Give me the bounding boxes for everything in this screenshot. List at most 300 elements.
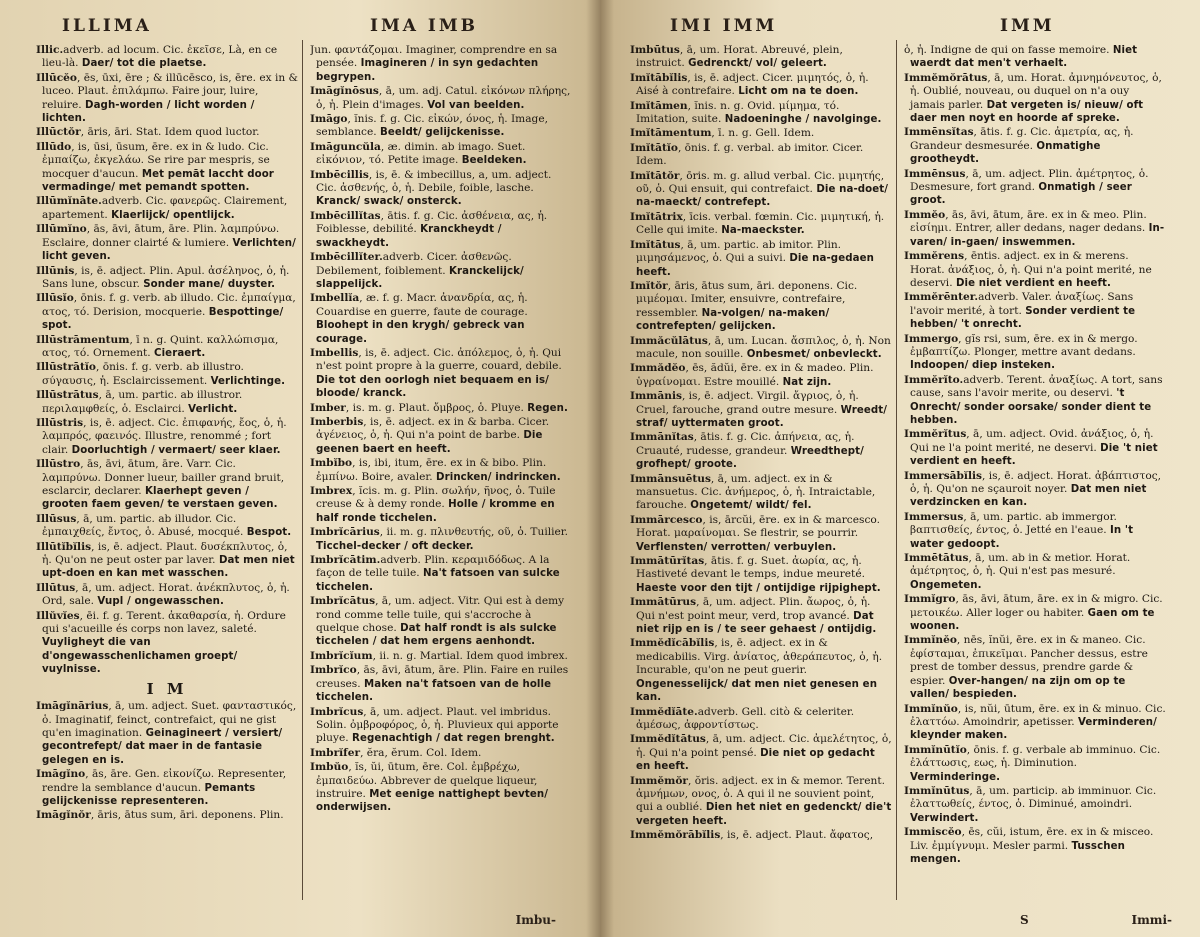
column-rule <box>896 40 897 900</box>
entry-dutch-translation: Cieraert. <box>154 347 206 359</box>
dictionary-entry <box>904 428 1166 468</box>
dictionary-entry <box>310 44 572 84</box>
entry-headword: Imāgĭno <box>36 768 86 781</box>
dictionary-entry <box>36 195 298 222</box>
entry-dutch-translation: Vuyligheyt die van d'ongewasschenlichamen groept/ vuylnisse. <box>42 637 238 676</box>
entry-dutch-translation: Geinagineert / versiert/ gecontrefept/ dat maer in de fantasie gelegen en is. <box>42 727 283 766</box>
entry-headword: Immārcesco <box>630 513 703 526</box>
entry-definition: , āris, āri. Stat. Idem quod luctor. <box>80 126 260 139</box>
dictionary-entry <box>630 431 892 471</box>
entry-dutch-translation: Klaerhept geven / grooten faem geven/ te verstaen geven. <box>42 486 278 511</box>
dictionary-entry <box>630 335 892 362</box>
entry-headword: Immēnsĭtas <box>904 126 974 139</box>
dictionary-entry <box>904 291 1166 331</box>
dictionary-entry <box>630 775 892 829</box>
dictionary-entry <box>630 44 892 71</box>
entry-headword: Imbellis <box>310 346 359 359</box>
entry-headword: Immānsuētus <box>630 472 711 485</box>
entry-definition: , is, ē. adject. Plaut. ἄφατος, <box>720 829 874 842</box>
entry-headword: Immĕo <box>904 208 946 221</box>
entry-definition: , ā, um. adject. Plin. ἀμέτρητος, ὁ. Desmesure, fort grand. <box>910 167 1149 194</box>
entry-definition: , ā, um. partic. ab illustror. περιλαμφθείς, ὁ. Esclairci. <box>42 389 243 415</box>
entry-dutch-translation: Verwindert. <box>910 812 979 824</box>
dictionary-entry <box>310 747 572 760</box>
entry-dutch-translation: Vupl / ongewasschen. <box>97 596 224 608</box>
dictionary-entry <box>904 209 1166 249</box>
entry-dutch-translation: In 't water gedoopt. <box>910 525 1134 550</box>
dictionary-entry <box>36 768 298 808</box>
entry-headword: Imberbis <box>310 415 364 428</box>
entry-dutch-translation: Indoopen/ diep insteken. <box>910 360 1056 372</box>
left-page-header-right: IMA IMB <box>370 16 479 36</box>
entry-headword: Imbrĭfer <box>310 746 361 759</box>
right-page <box>600 0 1200 937</box>
entry-headword: Immānĭtas <box>630 431 694 444</box>
entry-headword: Immĕrĭtus <box>904 428 967 441</box>
entry-headword: Imbēcillĭter. <box>310 251 383 264</box>
entry-definition: , ā, um. adject. Plaut. vel imbridus. Solin. ὀμβροφόρος, ὁ, ἡ. Pluvieux qui apporte pluye. <box>316 705 559 745</box>
entry-definition: adverb. Valer. ἀναξίως. Sans l'avoir merité, à tort. <box>910 291 1134 317</box>
entry-dutch-translation: Onbesmet/ onbevleckt. <box>746 348 882 360</box>
dictionary-entry <box>630 170 892 210</box>
entry-headword: Imbrĭcātim. <box>310 554 381 567</box>
entry-definition: , ā, um. adject. Plin. ἄωρος, ὁ, ἡ. Qui n'est point meur, verd, trop avancé. <box>636 596 871 622</box>
dictionary-entry <box>904 374 1166 428</box>
entry-definition: , ātis. f. g. Cic. ἀπήνεια, ας, ἡ. Cruauté, rudesse, grandeur. <box>636 431 855 457</box>
dictionary-entry <box>904 785 1166 825</box>
entry-definition: , ātis. f. g. Cic. ἀμετρία, ας, ἡ. Grandeur desmesurée. <box>910 126 1134 152</box>
dictionary-entry <box>36 809 298 822</box>
entry-headword: Illic. <box>36 44 64 56</box>
entry-dutch-translation: Pemants gelijckenisse representeren. <box>42 782 256 807</box>
entry-definition: , is, ē. adject. Cic. ἐπιφανής, ἔος, ὁ, ἡ. λαμπρός, φαεινός. Illustre, renommé ; fort clair. <box>42 416 287 456</box>
entry-dutch-translation: Drincken/ indrincken. <box>436 471 561 483</box>
entry-dutch-translation: Verminderen/ kleynder maken. <box>910 716 1157 742</box>
entry-dutch-translation: Dagh-worden / licht worden / lichten. <box>42 99 255 125</box>
entry-dutch-translation: Ongetemt/ wildt/ fel. <box>690 500 812 512</box>
dictionary-entry <box>36 610 298 677</box>
dictionary-entry <box>904 250 1166 290</box>
entry-definition: , is, ē. adject. Plin. Apul. ἀσέληνος, ὁ, ἡ. Sans lune, obscur. <box>42 264 290 290</box>
entry-dutch-translation: Die 't niet verdient en heeft. <box>910 442 1158 468</box>
entry-dutch-translation: Wreedthept/ grofhept/ groote. <box>636 445 864 471</box>
entry-definition: , is, ibi, itum, ēre. ex in & bibo. Plin. ἐμπίνω. Boire, avaler. <box>316 457 547 483</box>
entry-headword: Illūsus <box>36 512 77 525</box>
entry-definition: , ā, um. adject. Ovid. ἀνάξιος, ὁ, ἡ. Qui ne l'a point merité, ne deservi. <box>910 428 1154 454</box>
entry-definition: adverb. Cicer. ἀσθενῶς. Debilement, foiblement. <box>316 251 512 277</box>
entry-definition: , ōnis. f. g. verbale ab imminuo. Cic. ἐλάττωσις, εως, ἡ. Diminution. <box>910 743 1161 770</box>
entry-definition: , ii. m. g. πλινθευτής, οῦ, ὁ. Tuilier. <box>379 526 569 539</box>
entry-headword: Immergo <box>904 332 959 345</box>
entry-headword: Immānis <box>630 390 682 403</box>
entry-definition: , is, ārcŭi, ēre. ex in & marcesco. Horat. μαραίνομαι. Se flestrir, se pourrir. <box>636 513 880 540</box>
dictionary-entry <box>630 555 892 595</box>
column-rule <box>302 40 303 900</box>
dictionary-entry <box>36 700 298 767</box>
entry-definition: , is, ē. adject. Virgil. ἄγριος, ὁ, ἡ. Cruel, farouche, grand outre mesure. <box>636 390 859 416</box>
entry-dutch-translation: Beeldeken. <box>461 155 527 167</box>
entry-headword: Imbŭo <box>310 761 349 774</box>
entry-headword: Immersus <box>904 510 964 523</box>
dictionary-entry <box>904 126 1166 166</box>
dictionary-entry <box>630 142 892 169</box>
entry-definition: , ās, āvi, ātum, āre. Plin. λαμπρύνω. Esclaire, donner clairté & lumiere. <box>42 223 280 249</box>
dictionary-entry <box>904 44 1166 71</box>
dictionary-entry <box>630 239 892 279</box>
dictionary-entry <box>310 595 572 649</box>
dictionary-entry <box>904 744 1166 784</box>
entry-definition: adverb. Cic. φανερῶς. Clairement, apartement. <box>42 195 288 221</box>
dictionary-entry <box>630 637 892 704</box>
dictionary-entry <box>904 593 1166 633</box>
entry-dutch-translation: Dat vergeten is/ nieuw/ oft daer men noyt en hoorde af spreke. <box>910 99 1144 125</box>
entry-definition: , gĭs rsi, sum, ēre. ex in & mergo. ἐμβαπτίζω. Plonger, mettre avant dedans. <box>910 332 1138 358</box>
entry-headword: Illūnis <box>36 264 75 277</box>
entry-headword: Immĕrēnter. <box>904 291 979 304</box>
dictionary-entry <box>310 554 572 594</box>
entry-definition: , æ. f. g. Macr. ἀνανδρία, ας, ἡ. Couardise en guerre, faute de courage. <box>316 292 528 318</box>
dictionary-entry <box>630 733 892 773</box>
entry-dutch-translation: Sonder mane/ duyster. <box>143 278 276 290</box>
dictionary-entry <box>310 457 572 484</box>
entry-definition: , is, ē. adject. ex in & barba. Cicer. ἀγένειος, ὁ, ἡ. Qui n'a point de barbe. <box>316 415 550 442</box>
entry-dutch-translation: Die niet op gedacht en heeft. <box>636 747 875 773</box>
entry-dutch-translation: Nadoeninghe / navolginge. <box>724 114 882 126</box>
entry-dutch-translation: Na't fatsoen van sulcke ticchelen. <box>316 568 560 593</box>
entry-dutch-translation: Verlichten/ licht geven. <box>42 237 296 263</box>
entry-definition: adverb. Gell. citò & celeriter. ἀμέσως, ἀφροντίστως. <box>636 705 855 731</box>
entry-definition: , ōnis. f. g. verbal. ab imitor. Cicer. Idem. <box>636 141 864 168</box>
entry-headword: Imbrĭcĭum <box>310 649 373 662</box>
entry-definition: , ēs, ădŭi, ēre. ex in & madeo. Plin. ὑγραίνομαι. Estre mouillé. <box>636 362 874 388</box>
entry-definition: , ōris. m. g. allud verbal. Cic. μιμητής, οῦ, ὁ. Qui ensuit, qui contrefaict. <box>636 169 885 196</box>
left-page-column-1 <box>36 44 298 914</box>
entry-dutch-translation: Na-volgen/ na-maken/ contrefepten/ gelijcken. <box>636 307 830 333</box>
entry-dutch-translation: Daer/ tot die plaetse. <box>81 58 207 70</box>
entry-dutch-translation: Bespot. <box>246 527 292 539</box>
entry-definition: , īcis. verbal. fœmin. Cic. μιμητική, ἡ. Celle qui imite. <box>636 210 885 237</box>
entry-headword: Immĕrens <box>904 250 965 263</box>
entry-headword: Imāgo <box>310 113 348 126</box>
entry-dutch-translation: Verlichtinge. <box>210 375 286 387</box>
entry-headword: Immiscĕo <box>904 826 962 839</box>
entry-dutch-translation: Regen. <box>527 402 568 414</box>
entry-headword: Immĭnūtĭo <box>904 743 967 756</box>
entry-definition: , ā, um. adj. Catul. εἰκόνων πλήρης, ὁ, ἡ. Plein d'images. <box>316 85 571 111</box>
dictionary-entry <box>904 634 1166 701</box>
dictionary-entry <box>904 511 1166 551</box>
dictionary-entry <box>310 210 572 250</box>
dictionary-entry <box>310 347 572 401</box>
entry-dutch-translation: Holle / kromme en half ronde ticchelen. <box>316 499 555 524</box>
dictionary-entry <box>904 168 1166 208</box>
entry-dutch-translation: Verflensten/ verrotten/ verbuylen. <box>636 541 837 553</box>
entry-headword: Imbellĭa <box>310 292 360 305</box>
left-page-column-2 <box>310 44 572 914</box>
entry-definition: , is, ē. adject. Horat. ἀβάπτιστος, ὁ, ἡ. Qu'on ne sçauroit noyer. <box>910 469 1162 495</box>
right-page-header-left: IMI IMM <box>670 16 778 36</box>
entry-dutch-translation: Dat men niet upt-doen en kan met wasschen. <box>42 555 295 580</box>
entry-dutch-translation: Met pemāt laccht door vermadinge/ met pemandt spotten. <box>42 168 274 194</box>
dictionary-entry <box>310 650 572 663</box>
entry-definition: , ā, um. adject. Horat. ἀνέκπλυτος, ὁ, ἡ. Ord, sale. <box>42 581 290 608</box>
dictionary-entry <box>36 44 298 71</box>
right-page-column-2 <box>904 44 1166 914</box>
entry-headword: Imĭtāmen <box>630 99 688 112</box>
entry-dutch-translation: Dat men niet verdzincken en kan. <box>910 484 1147 509</box>
dictionary-entry <box>904 333 1166 373</box>
dictionary-entry <box>310 416 572 456</box>
dictionary-entry <box>310 113 572 140</box>
entry-dutch-translation: Gaen om te woonen. <box>910 607 1155 633</box>
dictionary-entry <box>36 389 298 416</box>
entry-headword: Immĭgro <box>904 593 956 606</box>
entry-dutch-translation: Ongenesselijck/ dat men niet genesen en kan. <box>636 678 878 704</box>
entry-dutch-translation: Die geenen baert en heeft. <box>316 430 543 455</box>
entry-definition: adverb. Terent. ἀναξίως. A tort, sans cause, sans l'avoir merite, ou deservi. <box>910 373 1163 400</box>
entry-dutch-translation: Onmatigh / seer groot. <box>910 182 1132 207</box>
entry-dutch-translation: Vol van beelden. <box>427 99 525 111</box>
entry-definition: , is, ē. adject. Plaut. δυσέκπλυτος, ὁ, ἡ. Qu'on ne peut oster par laver. <box>42 540 288 567</box>
entry-dutch-translation: Bloohept in den krygh/ gebreck van courage. <box>316 320 525 345</box>
entry-definition: , ās, āre. Gen. εἰκονίζω. Representer, rendre la semblance d'aucun. <box>42 768 287 794</box>
entry-headword: Imbrex <box>310 485 353 497</box>
entry-dutch-translation: Licht om na te doen. <box>738 86 859 98</box>
dictionary-entry <box>904 470 1166 510</box>
entry-headword: Immĕmŏr <box>630 774 688 787</box>
entry-headword: Immĭnĕo <box>904 634 957 647</box>
entry-dutch-translation: Regenachtigh / dat regen brenght. <box>352 733 555 745</box>
dictionary-entry <box>36 141 298 195</box>
entry-headword: Imbūtus <box>630 44 680 56</box>
entry-definition: , is, ē. adject. Cic. ἀπόλεμος, ὁ, ἡ. Qui n'est point propre à la guerre, couard, debile. <box>316 346 562 373</box>
entry-headword: Imāgĭnōsus <box>310 85 379 98</box>
entry-dutch-translation: Kranck/ swack/ onsterck. <box>316 196 462 208</box>
dictionary-entry <box>310 169 572 209</box>
entry-definition: ὁ, ἡ. Indigne de qui on fasse memoire. <box>904 44 1110 56</box>
entry-definition: , ās, āvi, ātum, āre. ex in & meo. Plin. εἰσίημι. Entrer, aller dedans, nager dedans. <box>910 208 1147 235</box>
entry-dutch-translation: Bespottinge/ spot. <box>42 306 284 332</box>
entry-definition: , ā, um. adject. ex in & mansuetus. Cic. ἀνήμερος, ὁ, ἡ. Intraictable, farouche. <box>636 472 876 512</box>
entry-definition: , is, nŭi, ūtum, ēre. ex in & minuo. Cic. ἐλαττόω. Amoindrir, apetisser. <box>910 702 1166 728</box>
left-page-catchword: Imbu- <box>515 913 556 927</box>
dictionary-entry <box>36 265 298 292</box>
entry-definition: , ā, um. adject. Cic. ἀμελέτητος, ὁ, ἡ. Qui n'a point pensé. <box>636 733 892 759</box>
entry-dutch-translation: Doorluchtigh / vermaert/ seer klaer. <box>71 444 281 456</box>
dictionary-entry <box>630 390 892 430</box>
dictionary-entry <box>36 582 298 609</box>
entry-headword: Imbrĭcus <box>310 705 364 718</box>
entry-definition: , ĭcis. m. g. Plin. σωλήν, ῆνος, ὁ. Tuile creuse & à demy ronde. <box>316 485 556 511</box>
entry-definition: , ī. n. g. Gell. Idem. <box>711 127 815 140</box>
dictionary-entry <box>36 417 298 457</box>
left-page-header-left: ILLIMA <box>62 16 152 36</box>
dictionary-entry <box>630 829 892 842</box>
dictionary-entry <box>904 72 1166 126</box>
entry-headword: Imbrĭco <box>310 664 357 677</box>
entry-dutch-translation: Sonder verdient te hebben/ 't onrecht. <box>910 305 1136 331</box>
entry-headword: Illūtus <box>36 581 76 594</box>
entry-dutch-translation: Kranckelijck/ slappelijck. <box>316 265 524 290</box>
dictionary-entry <box>630 211 892 238</box>
entry-definition: , ĭnis. f. g. Cic. εἰκών, όνος, ἡ. Image, semblance. <box>316 113 548 139</box>
entry-definition: , ĭnis. n. g. Ovid. μίμημα, τό. Imitation, suite. <box>636 99 840 126</box>
entry-headword: Immātūrĭtas <box>630 555 705 568</box>
entry-headword: Illūstris <box>36 416 84 429</box>
entry-headword: Imbrĭcārius <box>310 526 380 539</box>
entry-definition: , is, ē. & imbecillus, a, um. adject. Cic. ἀσθενής, ὁ, ἡ. Debile, foible, lasche. <box>316 168 552 195</box>
entry-definition: , ēs, ūxi, ēre ; & illūcēsco, is, ēre. ex in & luceo. Plaut. ἐπιλάμπω. Faire jour, luire, reluire. <box>42 71 298 111</box>
entry-dutch-translation: Ticchel-decker / oft decker. <box>316 540 474 552</box>
entry-dutch-translation: Niet waerdt dat men't verhaelt. <box>910 45 1138 70</box>
entry-dutch-translation: Haeste voor den tijt / ontijdige rijpighept. <box>636 582 881 594</box>
entry-headword: Illūstrāmentum <box>36 333 130 346</box>
entry-definition: , āris, ātus sum, āri. deponens. Cic. μιμέομαι. Imiter, ensuivre, contrefaire, ressembler. <box>636 279 858 319</box>
entry-headword: Illūstrātĭo <box>36 361 96 374</box>
entry-definition: , ā, um. Horat. ἀμνημόνευτος, ὁ, ἡ. Oublié, nouveau, ou duquel on n'a ouy jamais parler. <box>910 71 1162 111</box>
entry-dutch-translation: Beeldt/ gelijckenisse. <box>380 127 505 139</box>
entry-definition: , ii. n. g. Martial. Idem quod imbrex. <box>372 649 568 662</box>
entry-dutch-translation: 't Onrecht/ sonder oorsake/ sonder dient te hebben. <box>910 388 1152 426</box>
entry-definition: , ā, um. adject. Vitr. Qui est à demy rond comme telle tuile, qui s'accroche à quelque chose. <box>316 595 565 635</box>
entry-dutch-translation: Maken na't fatsoen van de holle ticchelen. <box>316 678 552 704</box>
dictionary-entry <box>630 280 892 334</box>
dictionary-entry <box>36 458 298 512</box>
dictionary-entry <box>36 361 298 388</box>
dictionary-entry <box>310 526 572 553</box>
dictionary-entry <box>36 72 298 126</box>
entry-headword: Illūctŏr <box>36 126 81 139</box>
entry-definition: , ā, um. Lucan. ἄσπιλος, ὁ, ἡ. Non macule, non souille. <box>636 334 891 360</box>
entry-dutch-translation: Kranckheydt / swackheydt. <box>316 224 502 249</box>
entry-definition: , ā, um. ab in & metior. Horat. ἀμέτρητος, ὁ, ἡ. Qui n'est pas mesuré. <box>910 552 1131 578</box>
entry-headword: Illūdo <box>36 140 72 153</box>
entry-headword: Immĭnŭo <box>904 702 958 715</box>
entry-definition: , ōnis. f. g. verb. ab illustro. σύγαυσις, ἡ. Esclaircissement. <box>42 361 244 387</box>
right-page-catchword: Immi- <box>1131 913 1172 927</box>
dictionary-entry <box>630 362 892 389</box>
entry-headword: Imbēcillĭtas <box>310 209 381 222</box>
dictionary-entry <box>904 703 1166 743</box>
entry-definition: , ōnis. f. g. verb. ab illudo. Cic. ἐμπαίγμα, ατος, τό. Derision, mocquerie. <box>42 292 296 318</box>
entry-headword: Illūstro <box>36 458 81 471</box>
entry-headword: Illūcĕo <box>36 71 77 84</box>
entry-headword: Illūmĭno <box>36 223 87 236</box>
dictionary-entry <box>310 664 572 704</box>
entry-headword: Imāguncŭla <box>310 140 381 153</box>
entry-definition: , ēs, cŭi, istum, ēre. ex in & misceo. Liv. ἐμμίγνυμι. Mesler parmi. <box>910 826 1154 852</box>
entry-dutch-translation: Tusschen mengen. <box>910 840 1125 865</box>
dictionary-entry <box>310 761 572 815</box>
dictionary-entry <box>310 141 572 168</box>
entry-definition: , ā, um. partic. ab imitor. Plin. μιμησάμενος, ὁ. Qui a suivi. <box>636 238 842 265</box>
dictionary-entry <box>36 334 298 361</box>
entry-dutch-translation: Imagineren / in syn gedachten begrypen. <box>316 58 539 83</box>
entry-dutch-translation: Ongemeten. <box>910 579 982 591</box>
entry-definition: , ās, āvi, ātum, āre. Plin. Faire en ruiles creuses. <box>316 664 569 690</box>
entry-headword: Immētātus <box>904 552 969 565</box>
entry-headword: Immēnsus <box>904 167 966 180</box>
entry-dutch-translation: Gedrenckt/ vol/ geleert. <box>688 58 827 70</box>
entry-definition: , nēs, ĭnŭi, ēre. ex in & maneo. Cic. ἐφίσταμαι, ἐπικεῖμαι. Pancher dessus, estre prest de tomber dessus, prendre garde & espier. <box>910 634 1148 687</box>
entry-headword: Imbĭbo <box>310 457 353 470</box>
entry-dutch-translation: Onmatighe grootheydt. <box>910 140 1101 166</box>
entry-definition: adverb. Plin. κεραμιδόδως. A la façon de telle tuile. <box>316 554 550 580</box>
entry-dutch-translation: Na-maeckster. <box>721 225 805 237</box>
entry-headword: Immĕdĭtātus <box>630 733 706 746</box>
entry-dutch-translation: Die niet verdient en heeft. <box>955 277 1112 289</box>
dictionary-entry <box>310 85 572 112</box>
entry-definition: , ī n. g. Quint. καλλώπισμα, ατος, τό. Ornement. <box>42 333 279 359</box>
dictionary-entry <box>630 514 892 554</box>
entry-definition: , ā, um. adject. Suet. φανταστικός, ὁ. Imaginatif, feinct, contrefaict, qui ne gist qu'en imagination. <box>42 700 297 739</box>
entry-headword: Imber <box>310 401 346 414</box>
entry-definition: adverb. ad locum. Cic. ἐκεῖσε, Là, en ce lieu-là. <box>42 44 278 70</box>
dictionary-entry <box>630 127 892 140</box>
entry-dutch-translation: Nat zijn. <box>782 376 832 388</box>
entry-headword: Imbrĭcātus <box>310 595 376 608</box>
entry-definition: , æ. dimin. ab imago. Suet. εἰκόνιον, τό. Petite image. <box>316 140 526 167</box>
entry-headword: Immăcŭlātus <box>630 334 708 347</box>
entry-definition: , ēntis. adject. ex in & merens. Horat. ἀνάξιος, ὁ, ἡ. Qui n'a point merité, ne deservi. <box>910 250 1152 289</box>
entry-definition: , ā, um. partic. ab illudor. Cic. ἐμπαιχθείς, ἔντος, ὁ. Abusé, mocqué. <box>42 512 244 539</box>
entry-definition: Jun. φαντάζομαι. Imaginer, comprendre en sa pensée. <box>310 44 558 70</box>
dictionary-entry <box>310 485 572 525</box>
entry-headword: Imĭtāmentum <box>630 127 712 140</box>
entry-dutch-translation: In-varen/ in-gaen/ inswemmen. <box>910 223 1165 248</box>
dictionary-entry <box>36 223 298 263</box>
dictionary-entry <box>630 72 892 99</box>
entry-headword: Imāgĭnārius <box>36 700 109 713</box>
entry-definition: , ās, āvi, ātum, āre. Varr. Cic. λαμπρύνω. Donner lueur, bailler grand bruit, esclarcir, declarer. <box>42 458 285 497</box>
entry-definition: , ĕra, ĕrum. Col. Idem. <box>360 746 482 759</box>
entry-headword: Imāgĭnŏr <box>36 809 91 822</box>
entry-dutch-translation: Klaerlijck/ opentlijck. <box>111 209 235 221</box>
dictionary-entry <box>36 541 298 581</box>
entry-headword: Immĭnūtus <box>904 784 970 797</box>
right-page-signature: S <box>1020 913 1029 927</box>
entry-headword: Immĕmŏrātus <box>904 71 988 84</box>
entry-dutch-translation: Verlicht. <box>188 403 238 415</box>
entry-definition: , ā, um. partic. ab immergor. βαπτισθείς, έντος, ὁ. Jetté en l'eaue. <box>910 510 1117 537</box>
entry-headword: Immātūrus <box>630 596 697 609</box>
entry-headword: Illūsĭo <box>36 292 74 305</box>
entry-dutch-translation: Dien het niet en gedenckt/ die't vergeten heeft. <box>636 802 892 827</box>
dictionary-entry <box>630 100 892 127</box>
entry-definition: , is. m. g. Plaut. ὄμβρος, ὁ. Pluye. <box>345 401 524 414</box>
entry-headword: Imĭtābĭlis <box>630 71 688 84</box>
dictionary-entry <box>310 706 572 746</box>
entry-headword: Immĕdĭāte. <box>630 705 698 718</box>
entry-headword: Imbēcillis <box>310 168 369 181</box>
entry-definition: , ŏris. adject. ex in & memor. Terent. ἀμνήμων, ονος, ὁ. A qui il ne souvient point, qui a oublié. <box>636 774 885 814</box>
entry-headword: Immersābĭlis <box>904 469 982 482</box>
dictionary-entry <box>36 126 298 139</box>
entry-dutch-translation: Dat niet rijp en is / te seer gehaest / ontijdig. <box>636 610 877 636</box>
right-page-column-1 <box>630 44 892 914</box>
dictionary-entry <box>630 706 892 733</box>
entry-definition: , ātis. f. g. Suet. ἀωρία, ας, ἡ. Hastiveté devant le temps, indue meureté. <box>636 555 865 581</box>
entry-dutch-translation: Die na-gedaen heeft. <box>636 253 874 278</box>
entry-definition: , ēi. f. g. Terent. ἀκαθαρσία, ἡ. Ordure qui s'acueille és corps non lavez, saleté. <box>42 609 286 636</box>
entry-definition: , ĭs, ŭi, ūtum, ēre. Col. ἐμβρέχω, ἐμπαιδεύω. Abbrever de quelque liqueur, instruire. <box>316 761 538 800</box>
entry-headword: Immădĕo <box>630 362 686 375</box>
dictionary-entry <box>630 473 892 513</box>
entry-headword: Imĭtātrix <box>630 210 683 223</box>
entry-headword: Imĭtŏr <box>630 279 668 292</box>
entry-headword: Immĕdĭcābĭlis <box>630 637 715 650</box>
entry-headword: Imĭtātĭo <box>630 141 678 154</box>
